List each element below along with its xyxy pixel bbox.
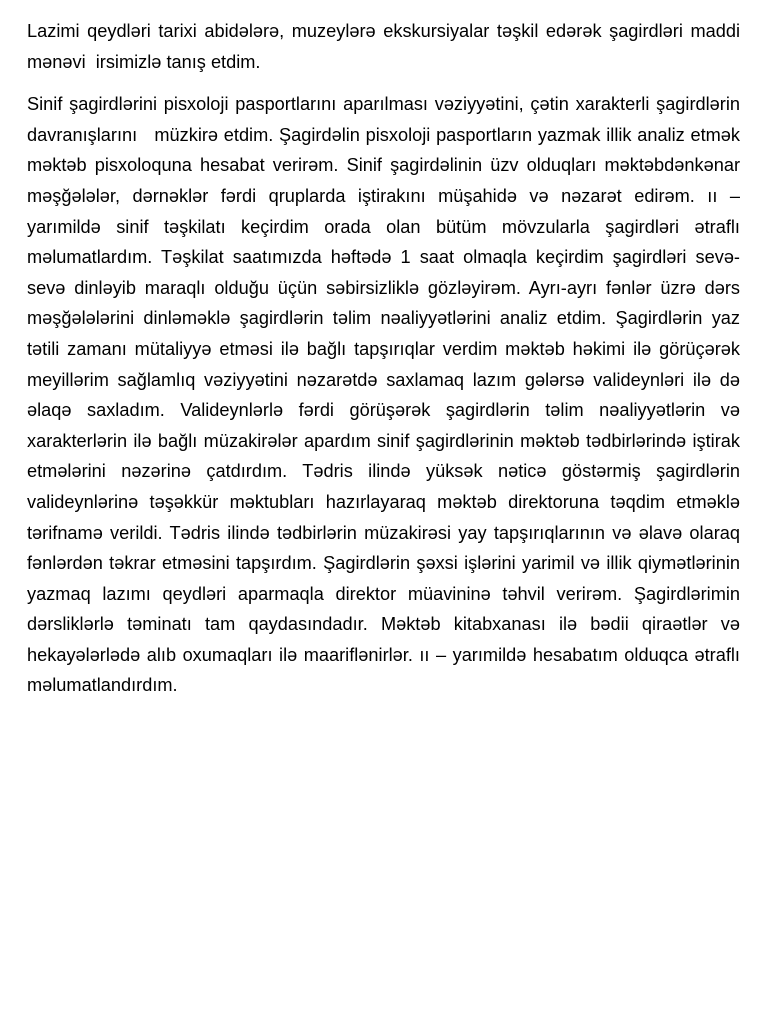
document-page [27, 16, 746, 701]
paragraph-class-report: Sinif şagirdlərini pisxoloji pasportlarını aparılması vəziyyətini, çətin xarakterli şagirdlərin davranışlarını müzkirə etdim. Şagirdəlin pisxoloji pasportların yazmak illik analiz etmək məktəb pisxoloquna hesabat verirəm. Sinif şagirdəlinin üzv olduqları məktəbdənkənar məşğələlər, dərnəklər fərdi qruplarda iştirakını müşahidə və nəzarət edirəm. ıı – yarımildə sinif təşkilatı keçirdim orada olan bütüm mövzularla şagirdləri ətraflı məlumatlardım. Təşkilat saatımızda həftədə 1 saat olmaqla keçirdim şagirdləri sevə-sevə dinləyib maraqlı olduğu üçün səbirsizliklə gözləyirəm. Ayrı-ayrı fənlər üzrə dərs məşğələlərini dinləməklə şagirdlərin təlim nəaliyyətlərini analiz etdim. Şagirdlərin yaz tətili zamanı mütaliyyə etməsi ilə bağlı tapşırıqlar verdim məktəb həkimi ilə görüçərək meyillərim sağlamlıq vəziyyətini nəzarətdə saxlamaq lazım gələrsə valideynləri ilə də əlaqə saxladım. Valideynlərlə fərdi görüşərək şagirdlərin təlim nəaliyyətlərin və xarakterlərin ilə bağlı müzakirələr apardım sinif şagirdlərinin məktəb tədbirlərində iştirak etmələrini nəzərinə çatdırdım. Tədris ilində yüksək nəticə göstərmiş şagirdlərin valideynlərinə təşəkkür məktubları hazırlayaraq məktəb direktoruna təqdim etməklə tərifnamə verildi. Tədris ilində tədbirlərin müzakirəsi yay tapşırıqlarının və əlavə olaraq fənlərdən təkrar etməsini tapşırdım. Şagirdlərin şəxsi işlərini yarimil və illik qiymətlərinin yazmaq lazımı qeydləri aparmaqla direktor müavininə təhvil verirəm. Şagirdlərimin dərsliklərlə təminatı tam qaydasındadır. Məktəb kitabxanası ilə bədii qiraətlər və hekayələrlədə alıb oxumaqları ilə maariflənirlər. ıı – yarımildə hesabatım olduqca ətraflı məlumatlandırdım. [27, 94, 746, 696]
paragraph-excursions: Lazimi qeydləri tarixi abidələrə, muzeylərə ekskursiyalar təşkil edərək şagirdləri maddi mənəvi irsimizlə tanış etdim. [27, 21, 746, 72]
